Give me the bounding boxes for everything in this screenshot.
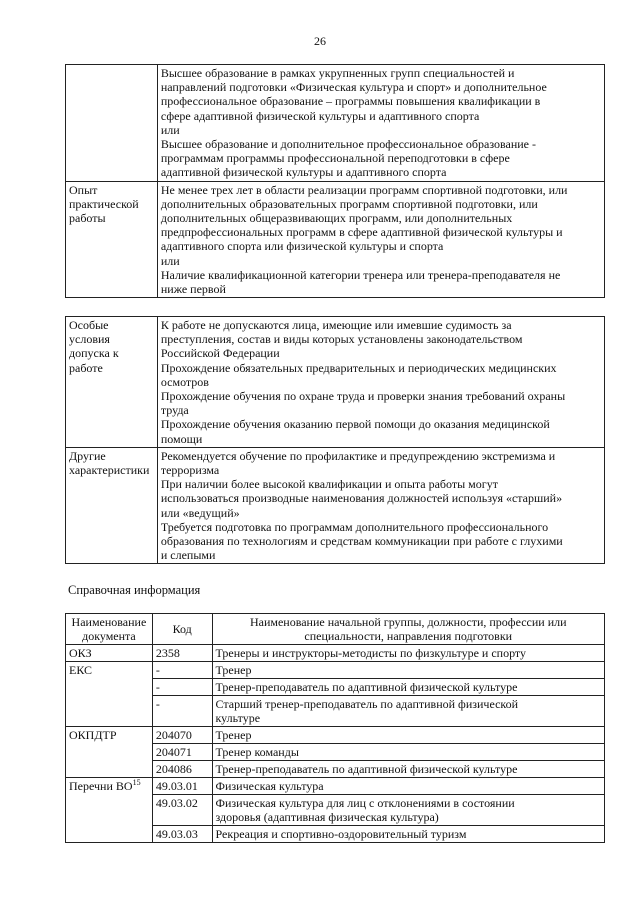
text-line: сфере адаптивной физической культуры и адаптивного спорта	[160, 108, 480, 123]
text-line: Тренер команды	[215, 745, 299, 759]
name-cell	[212, 662, 604, 679]
code-cell: 204086	[152, 761, 212, 778]
table-row	[66, 447, 605, 564]
text-line: Прохождение обязательных предварительных и периодических медицинских	[160, 360, 557, 375]
text-line: адаптивного спорта или физической культуры и спорта	[160, 239, 444, 254]
table-row	[66, 317, 605, 448]
text-line: практической	[69, 196, 139, 211]
document-name: Перечни ВО	[69, 779, 133, 793]
code-cell: 204070	[152, 727, 212, 744]
text-line: К работе не допускаются лица, имеющие или имевшие судимость за	[160, 318, 512, 332]
text-line: Высшее образование и дополнительное профессиональное образование -	[160, 137, 536, 152]
text-line: документа	[82, 629, 136, 643]
code-cell: -	[152, 679, 212, 696]
text-line: Наличие квалификационной категории тренера или тренера-преподавателя не	[160, 267, 561, 282]
row-label-cell	[66, 447, 158, 564]
text-line: Рекреация и спортивно-оздоровительный туризм	[215, 827, 467, 841]
text-line: Тренер-преподаватель по адаптивной физической культуре	[215, 762, 518, 776]
name-cell	[212, 696, 604, 727]
text-line: условия	[69, 332, 110, 347]
qualification-table	[65, 64, 605, 298]
text-line: специальности, направления подготовки	[304, 629, 513, 643]
text-line: Опыт	[69, 182, 98, 197]
name-cell	[212, 826, 604, 843]
document-name: ЕКС	[69, 663, 93, 677]
text-line: профессиональное образование – программы повышения квалификации в	[160, 94, 541, 109]
text-line: культуре	[215, 711, 261, 725]
table-row	[66, 727, 605, 744]
page-number: 26	[314, 34, 326, 48]
text-line: Особые	[69, 318, 109, 332]
document-name: ОКПДТР	[69, 728, 117, 742]
text-line: Физическая культура для лиц с отклонениями в состоянии	[215, 796, 515, 810]
header-row	[66, 614, 605, 645]
text-line: или	[160, 253, 180, 268]
row-content-cell	[157, 65, 604, 182]
row-content-cell	[157, 317, 604, 448]
text-line: труда	[160, 403, 189, 418]
text-line: Физическая культура	[215, 779, 324, 793]
text-line: ниже первой	[160, 282, 226, 297]
text-line: предпрофессиональных программ в сфере адаптивной физической культуры и	[160, 225, 563, 240]
name-cell	[212, 744, 604, 761]
text-line: направлений подготовки «Физическая культура и спорт» и дополнительное	[160, 80, 547, 95]
text-line: работы	[69, 211, 106, 226]
document-cell	[66, 778, 153, 843]
reference-heading: Справочная информация	[68, 583, 201, 597]
row-label-cell	[66, 317, 158, 448]
footnote-marker: 15	[132, 778, 141, 787]
table-row	[66, 65, 605, 182]
table-row	[66, 662, 605, 679]
text-line: Тренеры и инструкторы-методисты по физкультуре и спорту	[215, 646, 526, 660]
text-line: адаптивной физической культуры и адаптивного спорта	[160, 165, 447, 180]
text-line: Прохождение обучения оказанию первой помощи до оказания медицинской	[160, 417, 550, 432]
text-line: Наименование начальной группы, должности, профессии или	[249, 615, 567, 629]
text-line: характеристики	[69, 463, 150, 478]
code-cell: 49.03.03	[152, 826, 212, 843]
text-line: Не менее трех лет в области реализации программ спортивной подготовки, или	[160, 182, 568, 197]
row-label-cell	[66, 181, 158, 298]
code-cell: 49.03.02	[152, 795, 212, 826]
text-line: Российской Федерации	[160, 346, 280, 361]
name-cell	[212, 778, 604, 795]
document-cell	[66, 727, 153, 778]
text-line: и слепыми	[160, 548, 216, 563]
code-cell: 49.03.01	[152, 778, 212, 795]
text-line: использоваться производные наименования должностей используя «старший»	[160, 491, 563, 506]
text-line: Прохождение обучения по охране труда и проверки знания требований охраны	[160, 389, 566, 404]
header-code: Код	[152, 614, 212, 645]
name-cell	[212, 761, 604, 778]
text-line: Рекомендуется обучение по профилактике и предупреждению экстремизма и	[160, 448, 556, 463]
text-line: Другие	[69, 448, 106, 463]
table-row	[66, 181, 605, 298]
text-line: допуска к	[69, 346, 119, 361]
row-label-cell	[66, 65, 158, 182]
row-content-cell	[157, 181, 604, 298]
code-cell: -	[152, 696, 212, 727]
header-name	[212, 614, 604, 645]
document-name: ОКЗ	[69, 646, 92, 660]
header-document	[66, 614, 153, 645]
text-line: осмотров	[160, 374, 209, 389]
name-cell	[212, 645, 604, 662]
document-cell	[66, 645, 153, 662]
text-line: Старший тренер-преподаватель по адаптивной физической	[215, 697, 519, 711]
conditions-table	[65, 316, 605, 564]
code-cell: -	[152, 662, 212, 679]
table-row	[66, 645, 605, 662]
text-line: образования по технологиям и средствам коммуникации при работе с глухими	[160, 534, 563, 549]
text-line: преступления, состав и виды которых установлены законодательством	[160, 332, 523, 347]
text-line: Тренер	[215, 663, 252, 677]
name-cell	[212, 727, 604, 744]
name-cell	[212, 795, 604, 826]
row-content-cell	[157, 447, 604, 564]
text-line: Тренер	[215, 728, 252, 742]
text-line: программам программы профессиональной переподготовки в сфере	[160, 151, 510, 166]
text-line: Наименование	[71, 615, 147, 629]
text-line: здоровья (адаптивная физическая культура)	[215, 810, 439, 824]
code-cell: 204071	[152, 744, 212, 761]
reference-table	[65, 613, 605, 843]
text-line: При наличии более высокой квалификации и опыта работы могут	[160, 477, 498, 492]
text-line: или	[160, 122, 180, 137]
text-line: дополнительных образовательных программ спортивной подготовки, или	[160, 196, 538, 211]
text-line: дополнительных общеразвивающих программ, или дополнительных	[160, 211, 513, 226]
text-line: Тренер-преподаватель по адаптивной физической культуре	[215, 680, 518, 694]
document-cell	[66, 662, 153, 727]
text-line: работе	[69, 360, 103, 375]
text-line: помощи	[160, 431, 203, 446]
text-line: или «ведущий»	[160, 505, 240, 520]
name-cell	[212, 679, 604, 696]
text-line: терроризма	[160, 463, 220, 478]
code-cell: 2358	[152, 645, 212, 662]
text-line: Требуется подготовка по программам дополнительного профессионального	[160, 519, 549, 534]
table-row	[66, 778, 605, 795]
text-line: Высшее образование в рамках укрупненных групп специальностей и	[160, 66, 515, 80]
